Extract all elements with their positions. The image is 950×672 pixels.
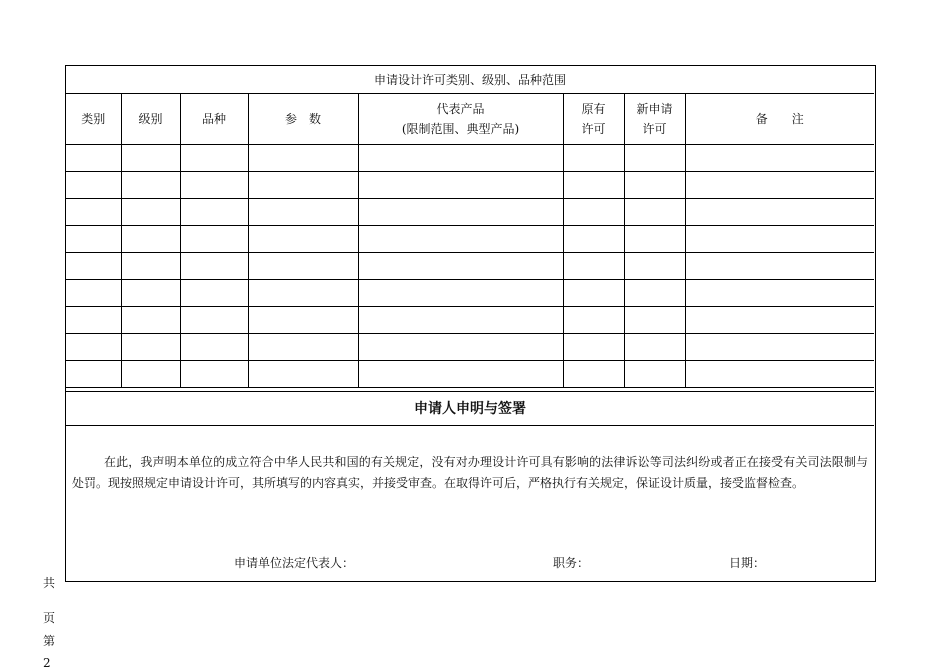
- table-cell[interactable]: [563, 226, 624, 253]
- page-total-label: 共: [43, 576, 56, 590]
- header-new-license: [624, 94, 685, 145]
- table-cell[interactable]: [66, 226, 121, 253]
- table-row: [66, 307, 874, 334]
- table-cell[interactable]: [358, 199, 563, 226]
- date-label: 日期：: [729, 556, 766, 570]
- header-category: 类别: [66, 94, 121, 145]
- table-cell[interactable]: [685, 172, 874, 199]
- table-cell[interactable]: [563, 172, 624, 199]
- table-cell[interactable]: [563, 361, 624, 388]
- header-product: [358, 94, 563, 145]
- page-number: 2: [43, 656, 51, 670]
- table-cell[interactable]: [180, 226, 248, 253]
- table-cell[interactable]: [121, 307, 180, 334]
- table-cell[interactable]: [624, 145, 685, 172]
- table-cell[interactable]: [248, 334, 358, 361]
- table-cell[interactable]: [121, 280, 180, 307]
- section1-title-row: [66, 66, 874, 94]
- table-row: [66, 172, 874, 199]
- table-cell[interactable]: [624, 334, 685, 361]
- declaration-text: 在此，我声明本单位的成立符合中华人民共和国的有关规定，没有对办理设计许可具有影响的法律诉讼等司法纠纷或者正在接受有关司法限制与处罚。现按照规定申请设计许可，其所填写的内容真实，并接受审查。在取得许可后，严格执行有关规定，保证设计质量，接受监督检查。: [72, 455, 868, 490]
- page-ordinal-label: 第: [43, 634, 56, 648]
- license-scope-table: [66, 66, 874, 388]
- table-cell[interactable]: [563, 253, 624, 280]
- table-cell[interactable]: [180, 361, 248, 388]
- table-cell[interactable]: [624, 361, 685, 388]
- table-cell[interactable]: [624, 280, 685, 307]
- table-cell[interactable]: [66, 280, 121, 307]
- table-cell[interactable]: [624, 199, 685, 226]
- table-cell[interactable]: [66, 361, 121, 388]
- header-new-line1: 新申请: [636, 102, 673, 116]
- header-original-license: [563, 94, 624, 145]
- table-cell[interactable]: [180, 172, 248, 199]
- table-cell[interactable]: [685, 199, 874, 226]
- table-cell[interactable]: [358, 226, 563, 253]
- table-cell[interactable]: [121, 199, 180, 226]
- table-cell[interactable]: [180, 280, 248, 307]
- table-cell[interactable]: [66, 253, 121, 280]
- table-cell[interactable]: [685, 253, 874, 280]
- table-cell[interactable]: [248, 307, 358, 334]
- table-cell[interactable]: [66, 145, 121, 172]
- table-cell[interactable]: [121, 361, 180, 388]
- table-cell[interactable]: [66, 307, 121, 334]
- table-cell[interactable]: [358, 307, 563, 334]
- table-row: [66, 145, 874, 172]
- table-cell[interactable]: [685, 280, 874, 307]
- header-original-line2: 许可: [581, 122, 606, 136]
- header-original-line1: 原有: [581, 102, 606, 116]
- table-cell[interactable]: [248, 253, 358, 280]
- table-cell[interactable]: [685, 361, 874, 388]
- table-cell[interactable]: [180, 253, 248, 280]
- table-cell[interactable]: [358, 361, 563, 388]
- table-cell[interactable]: [685, 334, 874, 361]
- table-cell[interactable]: [66, 199, 121, 226]
- table-cell[interactable]: [248, 280, 358, 307]
- table-cell[interactable]: [358, 280, 563, 307]
- table-cell[interactable]: [563, 307, 624, 334]
- table-row: [66, 226, 874, 253]
- header-variety: 品种: [180, 94, 248, 145]
- table-row: [66, 334, 874, 361]
- table-cell[interactable]: [121, 253, 180, 280]
- table-cell[interactable]: [248, 145, 358, 172]
- table-cell[interactable]: [563, 145, 624, 172]
- legal-rep-label: 申请单位法定代表人：: [234, 556, 355, 570]
- license-application-form: [65, 65, 876, 582]
- table-cell[interactable]: [248, 172, 358, 199]
- table-cell[interactable]: [358, 334, 563, 361]
- table-cell[interactable]: [248, 199, 358, 226]
- table-cell[interactable]: [180, 145, 248, 172]
- table-cell[interactable]: [66, 172, 121, 199]
- table-row: [66, 253, 874, 280]
- table-cell[interactable]: [624, 253, 685, 280]
- table-cell[interactable]: [121, 334, 180, 361]
- table-cell[interactable]: [685, 226, 874, 253]
- table-cell[interactable]: [624, 307, 685, 334]
- table-cell[interactable]: [624, 226, 685, 253]
- table-cell[interactable]: [121, 172, 180, 199]
- table-cell[interactable]: [685, 145, 874, 172]
- position-label: 职务：: [553, 556, 590, 570]
- table-cell[interactable]: [248, 361, 358, 388]
- table-cell[interactable]: [66, 334, 121, 361]
- table-cell[interactable]: [624, 172, 685, 199]
- page-unit-label: 页: [43, 611, 56, 625]
- table-cell[interactable]: [180, 307, 248, 334]
- table-row: [66, 199, 874, 226]
- table-cell[interactable]: [358, 145, 563, 172]
- table-cell[interactable]: [563, 334, 624, 361]
- header-new-line2: 许可: [642, 122, 667, 136]
- section1-title: 申请设计许可类别、级别、品种范围: [66, 66, 874, 94]
- table-cell[interactable]: [358, 253, 563, 280]
- header-level: 级别: [121, 94, 180, 145]
- table-cell[interactable]: [121, 226, 180, 253]
- table-cell[interactable]: [180, 334, 248, 361]
- table-cell[interactable]: [563, 280, 624, 307]
- table-cell[interactable]: [685, 307, 874, 334]
- table-header-row: [66, 94, 874, 145]
- table-row: [66, 280, 874, 307]
- table-cell[interactable]: [180, 199, 248, 226]
- header-remarks: 备 注: [685, 94, 874, 145]
- table-row: [66, 361, 874, 388]
- header-params: 参 数: [248, 94, 358, 145]
- table-cell[interactable]: [358, 172, 563, 199]
- table-cell[interactable]: [248, 226, 358, 253]
- header-product-line1: 代表产品: [436, 102, 485, 116]
- section2-title: 申请人申明与签署: [66, 391, 874, 426]
- header-product-line2: (限制范围、典型产品): [401, 122, 520, 136]
- table-cell[interactable]: [121, 145, 180, 172]
- table-cell[interactable]: [563, 199, 624, 226]
